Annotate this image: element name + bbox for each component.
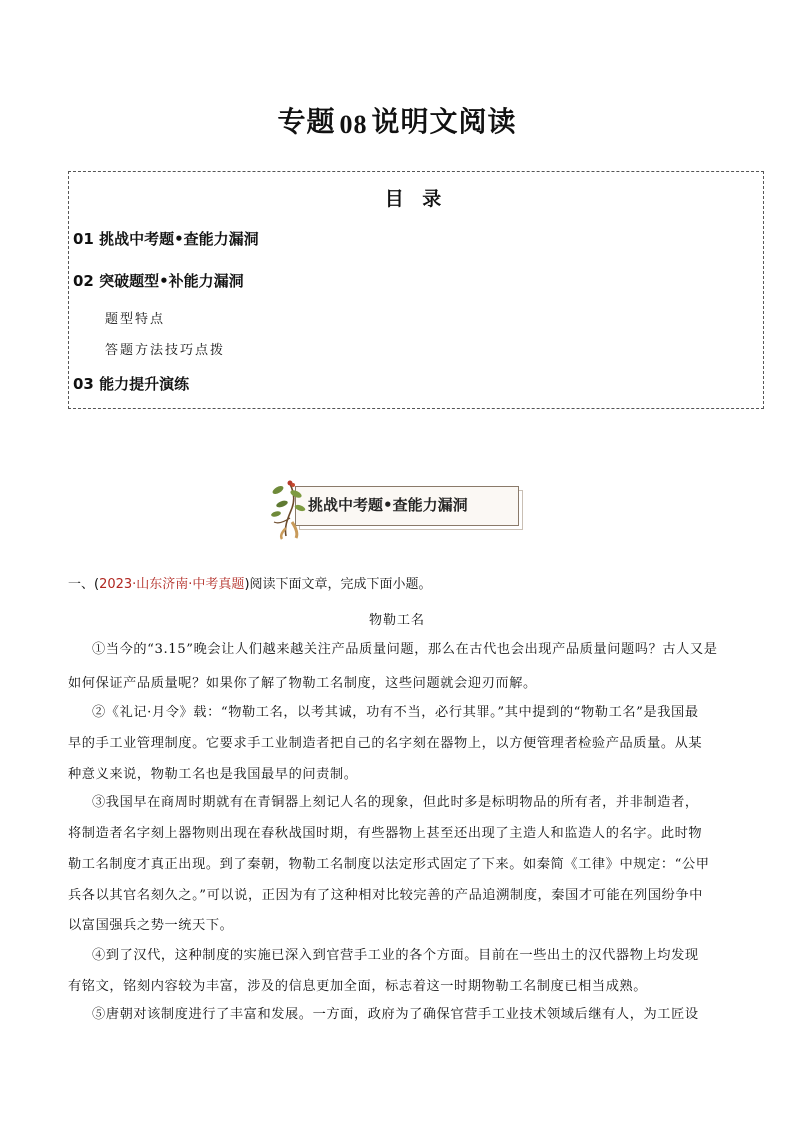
banner-label: 挑战中考题•查能力漏洞	[308, 496, 468, 514]
article-title: 物勒工名	[368, 613, 425, 628]
article-line: 以富国强兵之势一统天下。	[68, 918, 234, 933]
toc-heading: 目 录	[384, 188, 448, 210]
toc-item-02[interactable]: 02 突破题型•补能力漏洞	[73, 272, 244, 290]
article-line: ④到了汉代，这种制度的实施已深入到官营手工业的各个方面。目前在一些出土的汉代器物上均发现	[92, 948, 699, 963]
article-line: 有铭文，铭刻内容较为丰富，涉及的信息更加全面，标志着这一时期物勒工名制度已相当成熟。	[68, 979, 648, 994]
article-line: ③我国早在商周时期就有在青铜器上刻记人名的现象，但此时多是标明物品的所有者，并非制造者，	[92, 795, 699, 810]
toc-subitem-methods[interactable]: 答题方法技巧点拨	[105, 343, 226, 358]
article-line: ①当今的“3.15”晚会让人们越来越关注产品质量问题，那么在古代也会出现产品质量问题吗？古人又是	[92, 642, 718, 657]
title-suffix: 说明文阅读	[371, 105, 517, 138]
question-suffix: )阅读下面文章，完成下面小题。	[244, 577, 432, 592]
article-line: 将制造者名字刻上器物则出现在春秋战国时期，有些器物上甚至还出现了主造人和监造人的名字。此时物	[68, 826, 703, 841]
title-prefix: 专题	[277, 105, 336, 138]
article-line: 早的手工业管理制度。它要求手工业制造者把自己的名字刻在器物上，以方便管理者检验产品质量。从某	[68, 736, 703, 751]
article-line: 兵各以其官名刻久之。”可以说，正因为有了这种相对比较完善的产品追溯制度，秦国才可能在列国纷争中	[68, 888, 703, 903]
toc-subitem-features[interactable]: 题型特点	[105, 312, 166, 327]
question-prompt	[68, 573, 432, 592]
toc-item-01[interactable]: 01 挑战中考题•查能力漏洞	[73, 230, 259, 248]
section-banner	[268, 478, 528, 540]
question-source[interactable]: 2023·山东济南·中考真题	[99, 577, 245, 592]
article-line: 如何保证产品质量呢？如果你了解了物勒工名制度，这些问题就会迎刃而解。	[68, 676, 537, 691]
question-prefix: 一、(	[68, 577, 100, 592]
table-of-contents	[68, 171, 764, 409]
toc-item-03[interactable]: 03 能力提升演练	[73, 375, 190, 393]
article-line: 种意义来说，物勒工名也是我国最早的问责制。	[68, 767, 358, 782]
article-line: 勒工名制度才真正出现。到了秦朝，物勒工名制度以法定形式固定了下来。如秦简《工律》中规定：“公甲	[68, 857, 710, 872]
article-line: ⑤唐朝对该制度进行了丰富和发展。一方面，政府为了确保官营手工业技术领域后继有人，为工匠设	[92, 1007, 699, 1022]
title-number: 08	[339, 110, 368, 139]
article-line: ②《礼记·月令》载：“物勒工名，以考其诚，功有不当，必行其罪。”其中提到的“物勒工名”是我国最	[92, 705, 699, 720]
page-title	[0, 100, 794, 140]
